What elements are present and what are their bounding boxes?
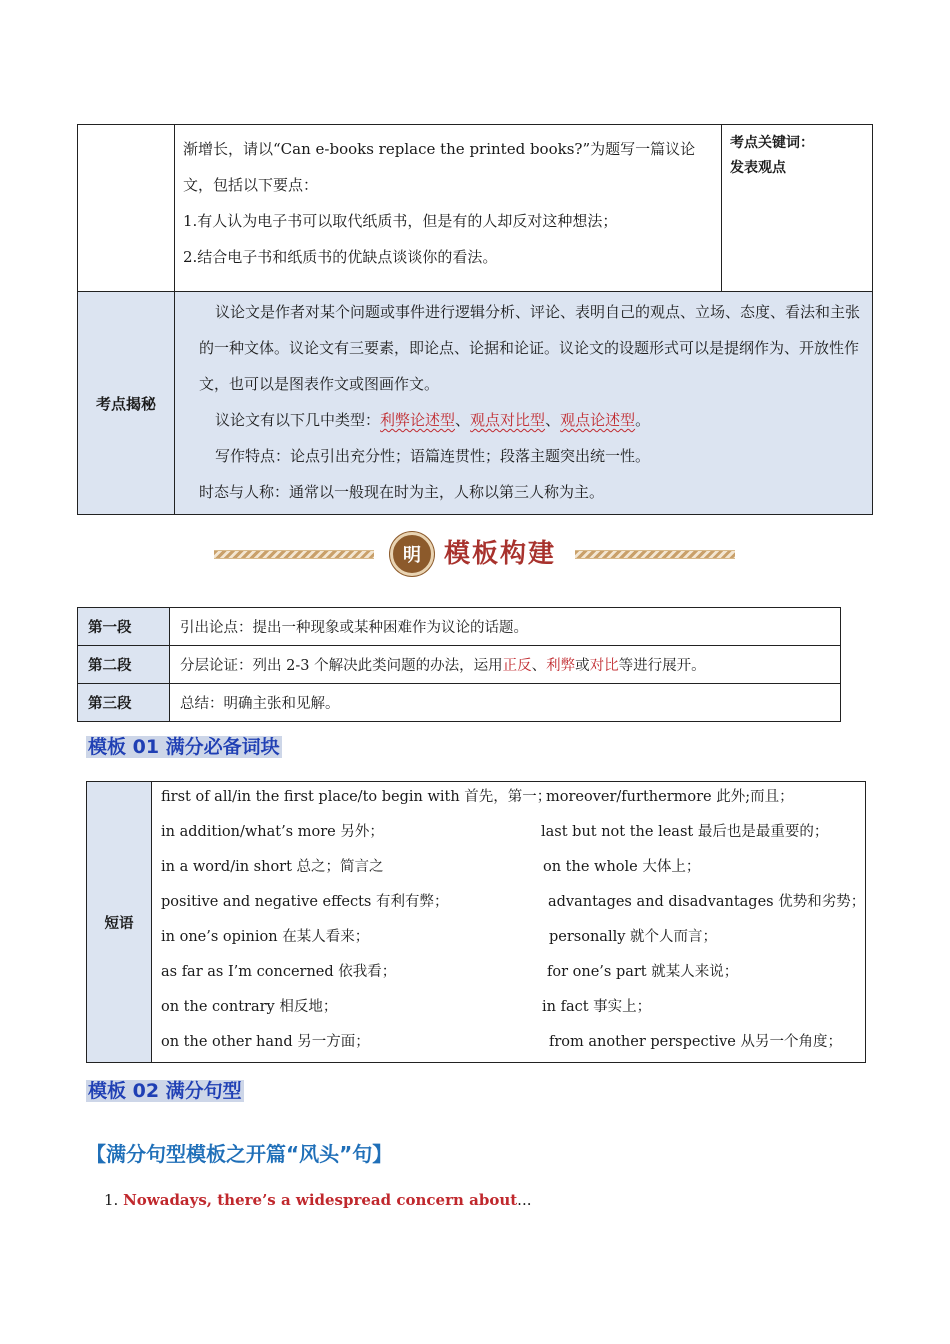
prompt-line: 文，包括以下要点：: [183, 176, 319, 194]
type-pros-cons: 利弊论述型: [380, 411, 456, 429]
phrase-left: first of all/in the first place/to begin with 首先，第一；: [161, 789, 552, 805]
keyword-pros-cons: 利弊: [546, 658, 576, 674]
phrase-right: from another perspective 从另一个角度；: [549, 1034, 842, 1050]
structure-text: [170, 646, 841, 684]
type-viewpoint: 观点论述型: [560, 411, 636, 429]
phrase-label: 短语: [87, 782, 152, 1062]
prompt-line: 渐增长，请以“Can e-books replace the printed books?”为题写一篇议论: [183, 140, 696, 158]
seal-icon: 明: [390, 532, 434, 576]
task-prompt-cell: [175, 125, 722, 292]
template02-heading: 模板 02 满分句型: [88, 1080, 242, 1102]
phrase-left: positive and negative effects 有利有弊；: [161, 894, 449, 910]
prompt-line: 2.结合电子书和纸质书的优缺点谈谈你的看法。: [183, 248, 498, 266]
analysis-tense: 时态与人称：通常以一般现在时为主，人称以第三人称为主。: [199, 483, 605, 501]
keyword-pos-neg: 正反: [502, 658, 532, 674]
analysis-row: [78, 292, 873, 515]
phrase-right: in fact 事实上；: [542, 999, 652, 1015]
template02-heading-wrap: [86, 1076, 244, 1103]
analysis-types: [199, 402, 862, 438]
phrase-left: on the contrary 相反地；: [161, 999, 338, 1015]
structure-table: [77, 607, 841, 722]
types-end: 。: [635, 411, 651, 429]
keyword-contrast: 对比: [589, 658, 619, 674]
phrase-right: personally 就个人而言；: [549, 929, 718, 945]
types-prefix: 议论文有以下几中类型：: [215, 411, 381, 429]
task-table: [77, 124, 873, 515]
sentence-subheading: 【满分句型模板之开篇“风头”句】: [86, 1142, 393, 1166]
structure-text: 总结：明确主张和见解。: [170, 684, 841, 722]
banner-title: 模板构建: [444, 539, 557, 569]
keyword-label: 考点关键词：: [730, 135, 814, 151]
phrase-right: moreover/furthermore 此外;而且；: [546, 789, 794, 805]
structure-row: [78, 684, 841, 722]
phrase-left: in a word/in short 总之；简言之: [161, 859, 384, 875]
banner-right-rule: [575, 550, 735, 559]
keyword-sep: 、: [531, 658, 547, 674]
keyword-value: 发表观点: [730, 160, 786, 176]
item-number: 1.: [104, 1191, 119, 1209]
phrase-right: advantages and disadvantages 优势和劣势；: [548, 894, 866, 910]
structure-text: 引出论点：提出一种现象或某种困难作为议论的话题。: [170, 608, 841, 646]
analysis-features: 写作特点：论点引出充分性；语篇连贯性；段落主题突出统一性。: [215, 447, 651, 465]
phrase-table: [86, 781, 866, 1063]
task-row: [78, 125, 873, 292]
phrase-left: on the other hand 另一方面；: [161, 1034, 370, 1050]
structure-row: [78, 608, 841, 646]
template01-heading-wrap: [86, 732, 282, 759]
structure-label: 第二段: [78, 646, 170, 684]
keyword-cell: [722, 125, 873, 292]
item-ellipsis: ...: [517, 1191, 532, 1209]
phrase-left: in one’s opinion 在某人看来；: [161, 929, 370, 945]
structure-row: [78, 646, 841, 684]
structure-text-suffix: 等进行展开。: [618, 658, 706, 674]
phrase-right: last but not the least 最后也是最重要的；: [541, 824, 829, 840]
structure-text-prefix: 分层论证：列出 2-3 个解决此类问题的办法，运用: [180, 658, 503, 674]
type-contrast: 观点对比型: [470, 411, 546, 429]
phrase-left: as far as I’m concerned 依我看；: [161, 964, 397, 980]
template01-heading: 模板 01 满分必备词块: [88, 736, 280, 758]
analysis-paragraph: 议论文是作者对某个问题或事件进行逻辑分析、评论、表明自己的观点、立场、态度、看法和主张的一种文体。议论文有三要素，即论点、论据和论证。议论文的设题形式可以是提纲作为、开放性作文，也可以是图表作文或图画作文。: [199, 303, 861, 393]
types-sep: 、: [545, 411, 561, 429]
structure-label: 第三段: [78, 684, 170, 722]
phrase-left: in addition/what’s more 另外；: [161, 824, 384, 840]
keyword-sep: 或: [575, 658, 590, 674]
types-sep: 、: [455, 411, 471, 429]
item-sentence: Nowadays, there’s a widespread concern about: [123, 1191, 518, 1209]
analysis-cell: [175, 292, 873, 515]
sentence-item: [104, 1191, 531, 1209]
task-label-cell: [78, 125, 175, 292]
phrase-right: on the whole 大体上；: [543, 859, 701, 875]
banner-left-rule: [214, 550, 374, 559]
structure-label: 第一段: [78, 608, 170, 646]
phrase-right: for one’s part 就某人来说；: [547, 964, 739, 980]
prompt-line: 1.有人认为电子书可以取代纸质书，但是有的人却反对这种想法；: [183, 212, 618, 230]
analysis-label: 考点揭秘: [78, 292, 175, 515]
